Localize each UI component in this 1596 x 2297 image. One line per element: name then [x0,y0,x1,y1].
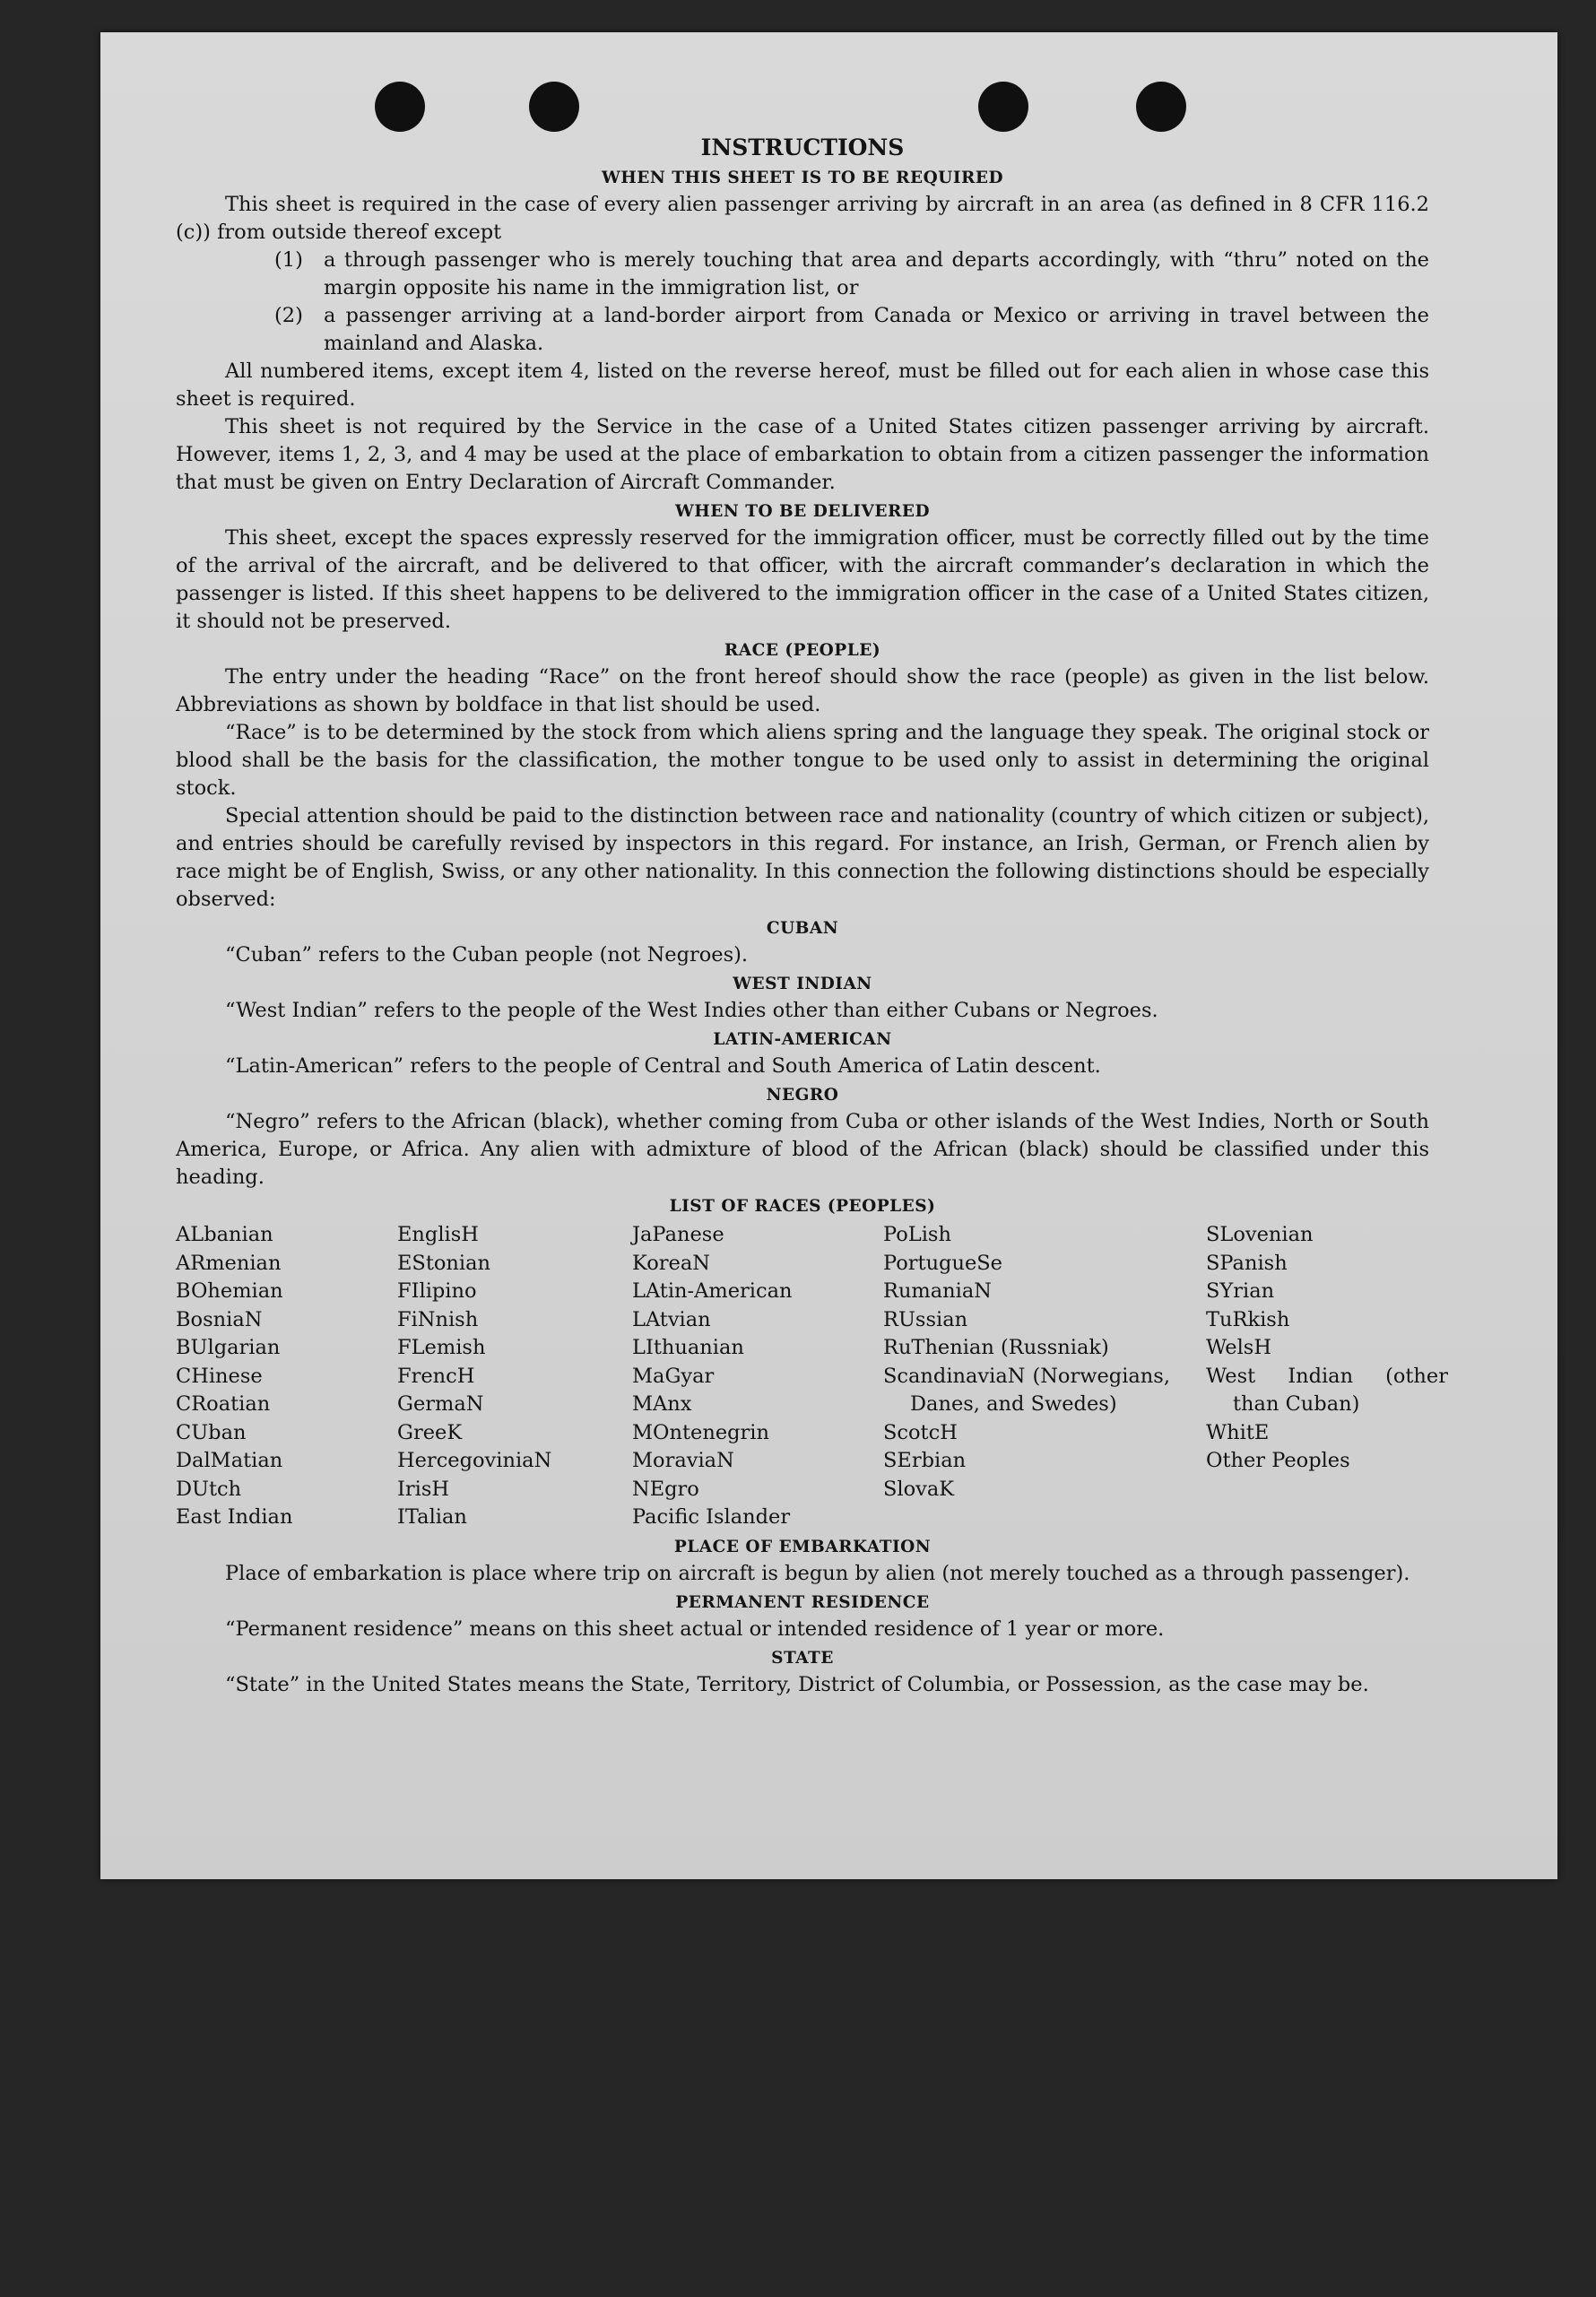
race-entry: NEgro [632,1477,699,1501]
race-entry: LAtin-American [632,1279,793,1303]
section-heading: LIST OF RACES (PEOPLES) [669,1197,936,1216]
paragraph: This sheet is required in the case of every alien passenger arriving by aircraft in an area (as defined in 8 CFR 116.2 (c)) from outside thereof except [176,193,1429,244]
race-entry: LAtvian [632,1307,711,1331]
race-entry: FLemish [397,1336,486,1359]
race-entry: BOhemian [176,1279,283,1303]
document-page [100,32,1557,1879]
race-column [883,1221,1206,1532]
paragraph: “State” in the United States means the State, Territory, District of Columbia, or Possession, as the case may be. [225,1672,1369,1696]
paragraph: All numbered items, except item 4, listed on the reverse hereof, must be filled out for each alien in whose case this sheet is required. [176,360,1429,411]
race-entry: ScotcH [883,1420,958,1444]
race-entry: TuRkish [1206,1307,1290,1331]
race-column [397,1221,632,1532]
paragraph: Special attention should be paid to the distinction between race and nationality (country of which citizen or subject), and entries should be carefully revised by inspectors in this regard. For instance, an Irish, German, or French alien by race might be of English, Swiss, or any other nationality. In this connection the following distinctions should be especially observed: [176,804,1429,911]
race-entry: JaPanese [632,1223,724,1246]
paragraph: “West Indian” refers to the people of the West Indies other than either Cubans or Negroes. [225,999,1158,1022]
paragraph: “Race” is to be determined by the stock from which aliens spring and the language they speak. The original stock or blood shall be the basis for the classification, the mother tongue to be used only to assist in determining the original stock. [176,721,1429,800]
race-entry: MoraviaN [632,1449,734,1472]
race-entry: EnglisH [397,1223,479,1246]
paragraph: “Latin-American” refers to the people of Central and South America of Latin descent. [225,1054,1101,1078]
race-entry: ITalian [397,1505,467,1529]
race-entry: WelsH [1206,1336,1271,1359]
punch-hole [1136,82,1186,132]
race-entry: ARmenian [176,1251,282,1275]
race-entry: BUlgarian [176,1336,281,1359]
race-entry: MOntenegrin [632,1420,769,1444]
race-entry: PoLish [883,1223,951,1246]
race-entry: FrencH [397,1364,475,1388]
section-heading: WHEN TO BE DELIVERED [675,502,930,521]
race-entry: RumaniaN [883,1279,992,1303]
race-entry: EStonian [397,1251,491,1275]
race-entry: West Indian (other than Cuban) [1206,1364,1448,1416]
race-entry: RuThenian (Russniak) [883,1336,1109,1359]
race-entry: Other Peoples [1206,1449,1350,1472]
race-entry: BosniaN [176,1307,263,1331]
race-entry: CRoatian [176,1392,271,1416]
race-list [176,1221,1448,1532]
race-entry: FiNnish [397,1307,479,1331]
race-entry: ScandinaviaN (Norwegians, Danes, and Swedes) [883,1364,1170,1416]
race-entry: ALbanian [176,1223,273,1246]
race-entry: SlovaK [883,1477,955,1501]
item-text: a through passenger who is merely touching that area and departs accordingly, with “thru” noted on the margin opposite his name in the immigration list, or [324,248,1429,299]
race-entry: IrisH [397,1477,450,1501]
list-item [274,302,1429,358]
punch-hole [978,82,1028,132]
instructions-body [176,133,1448,1699]
race-entry: PortugueSe [883,1251,1003,1275]
race-entry: RUssian [883,1307,968,1331]
race-entry: MAnx [632,1392,692,1416]
race-column [1206,1221,1448,1532]
section-heading: STATE [771,1648,834,1668]
punch-hole [375,82,425,132]
section-heading: WEST INDIAN [733,975,872,993]
race-entry: SLovenian [1206,1223,1314,1246]
item-number: (1) [274,248,303,272]
section-heading: PERMANENT RESIDENCE [675,1592,930,1612]
punch-hole [529,82,579,132]
section-heading: RACE (PEOPLE) [724,641,881,660]
race-entry: SYrian [1206,1279,1275,1303]
race-entry: FIlipino [397,1279,477,1303]
list-item [274,247,1429,302]
race-entry: East Indian [176,1505,293,1529]
race-entry: Pacific Islander [632,1505,791,1529]
paragraph: “Permanent residence” means on this sheet actual or intended residence of 1 year or more. [225,1617,1165,1641]
race-entry: KoreaN [632,1251,710,1275]
race-entry: DalMatian [176,1449,283,1472]
race-entry: SErbian [883,1449,967,1472]
paragraph: This sheet, except the spaces expressly reserved for the immigration officer, must be correctly filled out by the time of the arrival of the aircraft, and be delivered to that officer, with the aircraft commander’s declaration in which the passenger is listed. If this sheet happens to be delivered to the immigration officer in the case of a United States citizen, it should not be preserved. [176,526,1429,633]
section-heading: NEGRO [766,1086,839,1105]
race-entry: GreeK [397,1420,463,1444]
race-entry: CHinese [176,1364,263,1388]
paragraph: This sheet is not required by the Service in the case of a United States citizen passenger arriving by aircraft. However, items 1, 2, 3, and 4 may be used at the place of embarkation to obtain from a citizen passenger the information that must be given on Entry Declaration of Aircraft Commander. [176,415,1429,494]
paragraph: The entry under the heading “Race” on the front hereof should show the race (people) as given in the list below. Abbreviations as shown by boldface in that list should be used. [176,665,1429,716]
race-entry: SPanish [1206,1251,1288,1275]
item-number: (2) [274,304,303,327]
paragraph: “Cuban” refers to the Cuban people (not Negroes). [225,943,749,966]
race-entry: WhitE [1206,1420,1270,1444]
item-text: a passenger arriving at a land-border airport from Canada or Mexico or arriving in travel between the mainland and Alaska. [324,304,1429,355]
race-column [632,1221,883,1532]
paragraph: “Negro” refers to the African (black), whether coming from Cuba or other islands of the West Indies, North or South America, Europe, or Africa. Any alien with admixture of blood of the African (black) should be classified under this heading. [176,1110,1429,1189]
page-title: INSTRUCTIONS [700,134,905,160]
paragraph: Place of embarkation is place where trip on aircraft is begun by alien (not merely touched as a through passenger). [225,1561,1410,1585]
section-heading: WHEN THIS SHEET IS TO BE REQUIRED [601,169,1003,187]
race-entry: HercegoviniaN [397,1449,552,1472]
race-entry: LIthuanian [632,1336,744,1359]
race-entry: CUban [176,1420,247,1444]
section-heading: PLACE OF EMBARKATION [673,1537,932,1556]
section-heading: CUBAN [766,919,839,938]
section-heading: LATIN-AMERICAN [713,1030,892,1049]
race-column [176,1221,397,1532]
race-entry: DUtch [176,1477,242,1501]
race-entry: MaGyar [632,1364,715,1388]
race-entry: GermaN [397,1392,484,1416]
